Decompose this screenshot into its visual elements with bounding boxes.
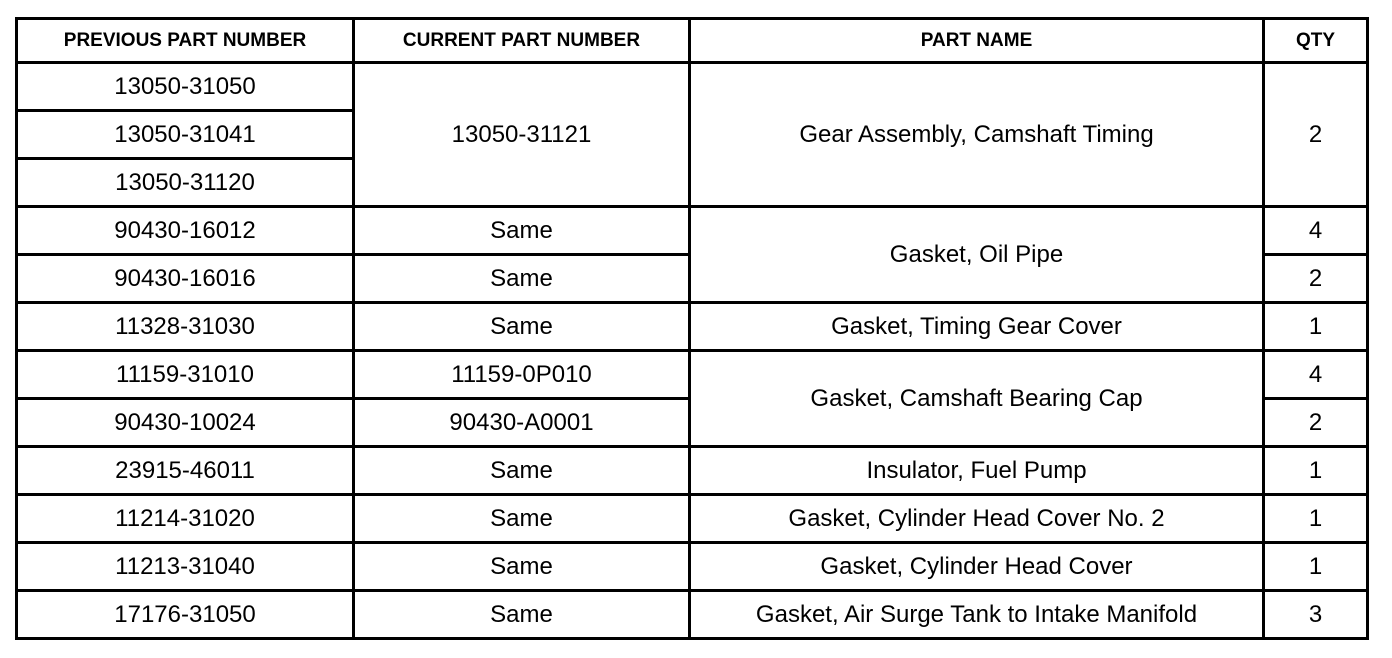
- qty: 1: [1264, 543, 1368, 591]
- qty: 1: [1264, 303, 1368, 351]
- table-row: [17, 63, 1368, 111]
- part-name: Gasket, Oil Pipe: [690, 207, 1264, 303]
- part-name: Gasket, Cylinder Head Cover: [690, 543, 1264, 591]
- previous-part-number: 11214-31020: [17, 495, 354, 543]
- part-name: Gasket, Timing Gear Cover: [690, 303, 1264, 351]
- part-name: Gasket, Camshaft Bearing Cap: [690, 351, 1264, 447]
- current-part-number: Same: [354, 255, 690, 303]
- table-row: [17, 351, 1368, 399]
- qty: 2: [1264, 399, 1368, 447]
- table-row: [17, 495, 1368, 543]
- part-name: Gasket, Air Surge Tank to Intake Manifold: [690, 591, 1264, 639]
- previous-part-number: 13050-31041: [17, 111, 354, 159]
- current-part-number: Same: [354, 447, 690, 495]
- current-part-number: Same: [354, 543, 690, 591]
- parts-table: [15, 17, 1369, 640]
- previous-part-number: 13050-31050: [17, 63, 354, 111]
- qty: 1: [1264, 447, 1368, 495]
- current-part-number: 11159-0P010: [354, 351, 690, 399]
- previous-part-number: 13050-31120: [17, 159, 354, 207]
- previous-part-number: 11159-31010: [17, 351, 354, 399]
- previous-part-number: 11213-31040: [17, 543, 354, 591]
- part-name: Gear Assembly, Camshaft Timing: [690, 63, 1264, 207]
- current-part-number: 13050-31121: [354, 63, 690, 207]
- qty: 4: [1264, 351, 1368, 399]
- qty: 2: [1264, 255, 1368, 303]
- table-header-row: [17, 19, 1368, 63]
- current-part-number: 90430-A0001: [354, 399, 690, 447]
- previous-part-number: 90430-10024: [17, 399, 354, 447]
- previous-part-number: 23915-46011: [17, 447, 354, 495]
- qty: 3: [1264, 591, 1368, 639]
- previous-part-number: 90430-16016: [17, 255, 354, 303]
- current-part-number: Same: [354, 207, 690, 255]
- header-qty: QTY: [1264, 19, 1368, 63]
- table-row: [17, 543, 1368, 591]
- table-row: [17, 207, 1368, 255]
- header-current-part-number: CURRENT PART NUMBER: [354, 19, 690, 63]
- previous-part-number: 11328-31030: [17, 303, 354, 351]
- header-part-name: PART NAME: [690, 19, 1264, 63]
- part-name: Insulator, Fuel Pump: [690, 447, 1264, 495]
- qty: 1: [1264, 495, 1368, 543]
- table-row: [17, 303, 1368, 351]
- table-row: [17, 447, 1368, 495]
- part-name: Gasket, Cylinder Head Cover No. 2: [690, 495, 1264, 543]
- table-row: [17, 591, 1368, 639]
- qty: 4: [1264, 207, 1368, 255]
- qty: 2: [1264, 63, 1368, 207]
- current-part-number: Same: [354, 495, 690, 543]
- current-part-number: Same: [354, 303, 690, 351]
- previous-part-number: 90430-16012: [17, 207, 354, 255]
- current-part-number: Same: [354, 591, 690, 639]
- previous-part-number: 17176-31050: [17, 591, 354, 639]
- header-previous-part-number: PREVIOUS PART NUMBER: [17, 19, 354, 63]
